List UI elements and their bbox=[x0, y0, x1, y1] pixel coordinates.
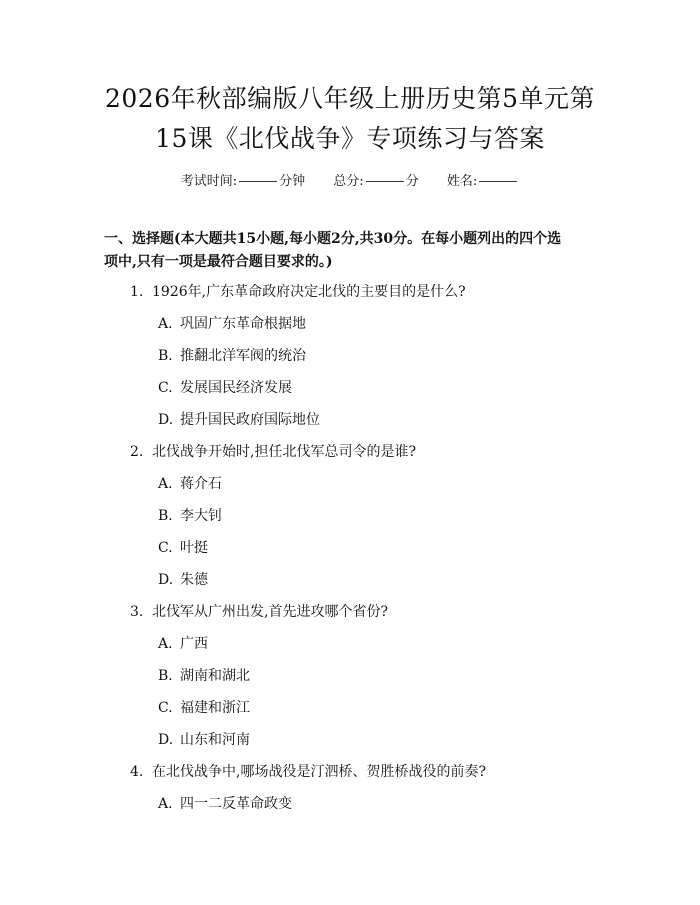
question-4 bbox=[130, 765, 486, 779]
question-text: 北伐战争开始时,担任北伐军总司令的是谁? bbox=[152, 444, 416, 460]
question-2-option-b bbox=[158, 509, 222, 523]
exam-info-row bbox=[0, 170, 700, 189]
option-letter: C. bbox=[158, 700, 173, 716]
exam-time-label: 考试时间: bbox=[180, 174, 238, 189]
question-3-option-d bbox=[158, 733, 250, 747]
document-title-line-2: 15课《北伐战争》专项练习与答案 bbox=[155, 124, 545, 153]
option-letter: D. bbox=[158, 412, 174, 428]
option-letter: C. bbox=[158, 380, 173, 396]
question-2-option-d bbox=[158, 573, 208, 587]
question-2 bbox=[130, 445, 416, 459]
option-text: 广西 bbox=[180, 636, 208, 652]
option-letter: D. bbox=[158, 572, 174, 588]
option-text: 巩固广东革命根据地 bbox=[180, 316, 306, 332]
question-1-option-b bbox=[158, 349, 306, 363]
option-text: 四一二反革命政变 bbox=[180, 796, 292, 812]
total-score-field bbox=[333, 170, 418, 189]
exam-time-field bbox=[181, 170, 305, 189]
question-text: 北伐军从广州出发,首先进攻哪个省份? bbox=[152, 604, 388, 620]
option-letter: A. bbox=[158, 476, 173, 492]
document-title-line-1: 2026年秋部编版八年级上册历史第5单元第 bbox=[104, 84, 596, 113]
question-text: 在北伐战争中,哪场战役是汀泗桥、贺胜桥战役的前奏? bbox=[152, 764, 486, 780]
option-letter: B. bbox=[158, 508, 173, 524]
option-letter: A. bbox=[158, 636, 173, 652]
option-text: 叶挺 bbox=[180, 540, 208, 556]
question-1-option-c bbox=[158, 381, 292, 395]
question-number: 4. bbox=[130, 764, 144, 780]
option-text: 蒋介石 bbox=[180, 476, 222, 492]
question-4-option-a bbox=[158, 797, 292, 811]
exam-time-blank bbox=[239, 181, 277, 182]
question-2-option-c bbox=[158, 541, 208, 555]
question-text: 1926年,广东革命政府决定北伐的主要目的是什么? bbox=[152, 284, 466, 300]
question-1 bbox=[130, 285, 466, 299]
exam-time-unit: 分钟 bbox=[279, 174, 306, 189]
question-number: 1. bbox=[130, 284, 144, 300]
option-letter: B. bbox=[158, 668, 173, 684]
question-1-option-d bbox=[158, 413, 320, 427]
section-heading-line-2: 项中,只有一项是最符合题目要求的。) bbox=[104, 254, 333, 270]
total-score-label: 总分: bbox=[333, 174, 364, 189]
option-letter: D. bbox=[158, 732, 174, 748]
question-3 bbox=[130, 605, 388, 619]
question-1-option-a bbox=[158, 317, 306, 331]
option-text: 山东和河南 bbox=[180, 732, 250, 748]
option-text: 福建和浙江 bbox=[180, 700, 250, 716]
question-3-option-c bbox=[158, 701, 250, 715]
option-letter: C. bbox=[158, 540, 173, 556]
option-text: 发展国民经济发展 bbox=[180, 380, 292, 396]
question-number: 2. bbox=[130, 444, 144, 460]
question-3-option-a bbox=[158, 637, 208, 651]
total-score-blank bbox=[366, 181, 404, 182]
section-heading-line-1: 一、选择题(本大题共15小题,每小题2分,共30分。在每小题列出的四个选 bbox=[104, 231, 562, 247]
option-letter: B. bbox=[158, 348, 173, 364]
option-letter: A. bbox=[158, 796, 173, 812]
total-score-unit: 分 bbox=[405, 174, 419, 189]
option-text: 提升国民政府国际地位 bbox=[180, 412, 320, 428]
student-name-blank bbox=[479, 181, 517, 182]
student-name-label: 姓名: bbox=[446, 174, 478, 189]
question-2-option-a bbox=[158, 477, 222, 491]
option-text: 李大钊 bbox=[180, 508, 222, 524]
option-letter: A. bbox=[158, 316, 173, 332]
question-3-option-b bbox=[158, 669, 250, 683]
option-text: 推翻北洋军阀的统治 bbox=[180, 348, 306, 364]
option-text: 朱德 bbox=[180, 572, 208, 588]
question-number: 3. bbox=[130, 604, 144, 620]
option-text: 湖南和湖北 bbox=[180, 668, 250, 684]
student-name-field bbox=[447, 170, 519, 189]
